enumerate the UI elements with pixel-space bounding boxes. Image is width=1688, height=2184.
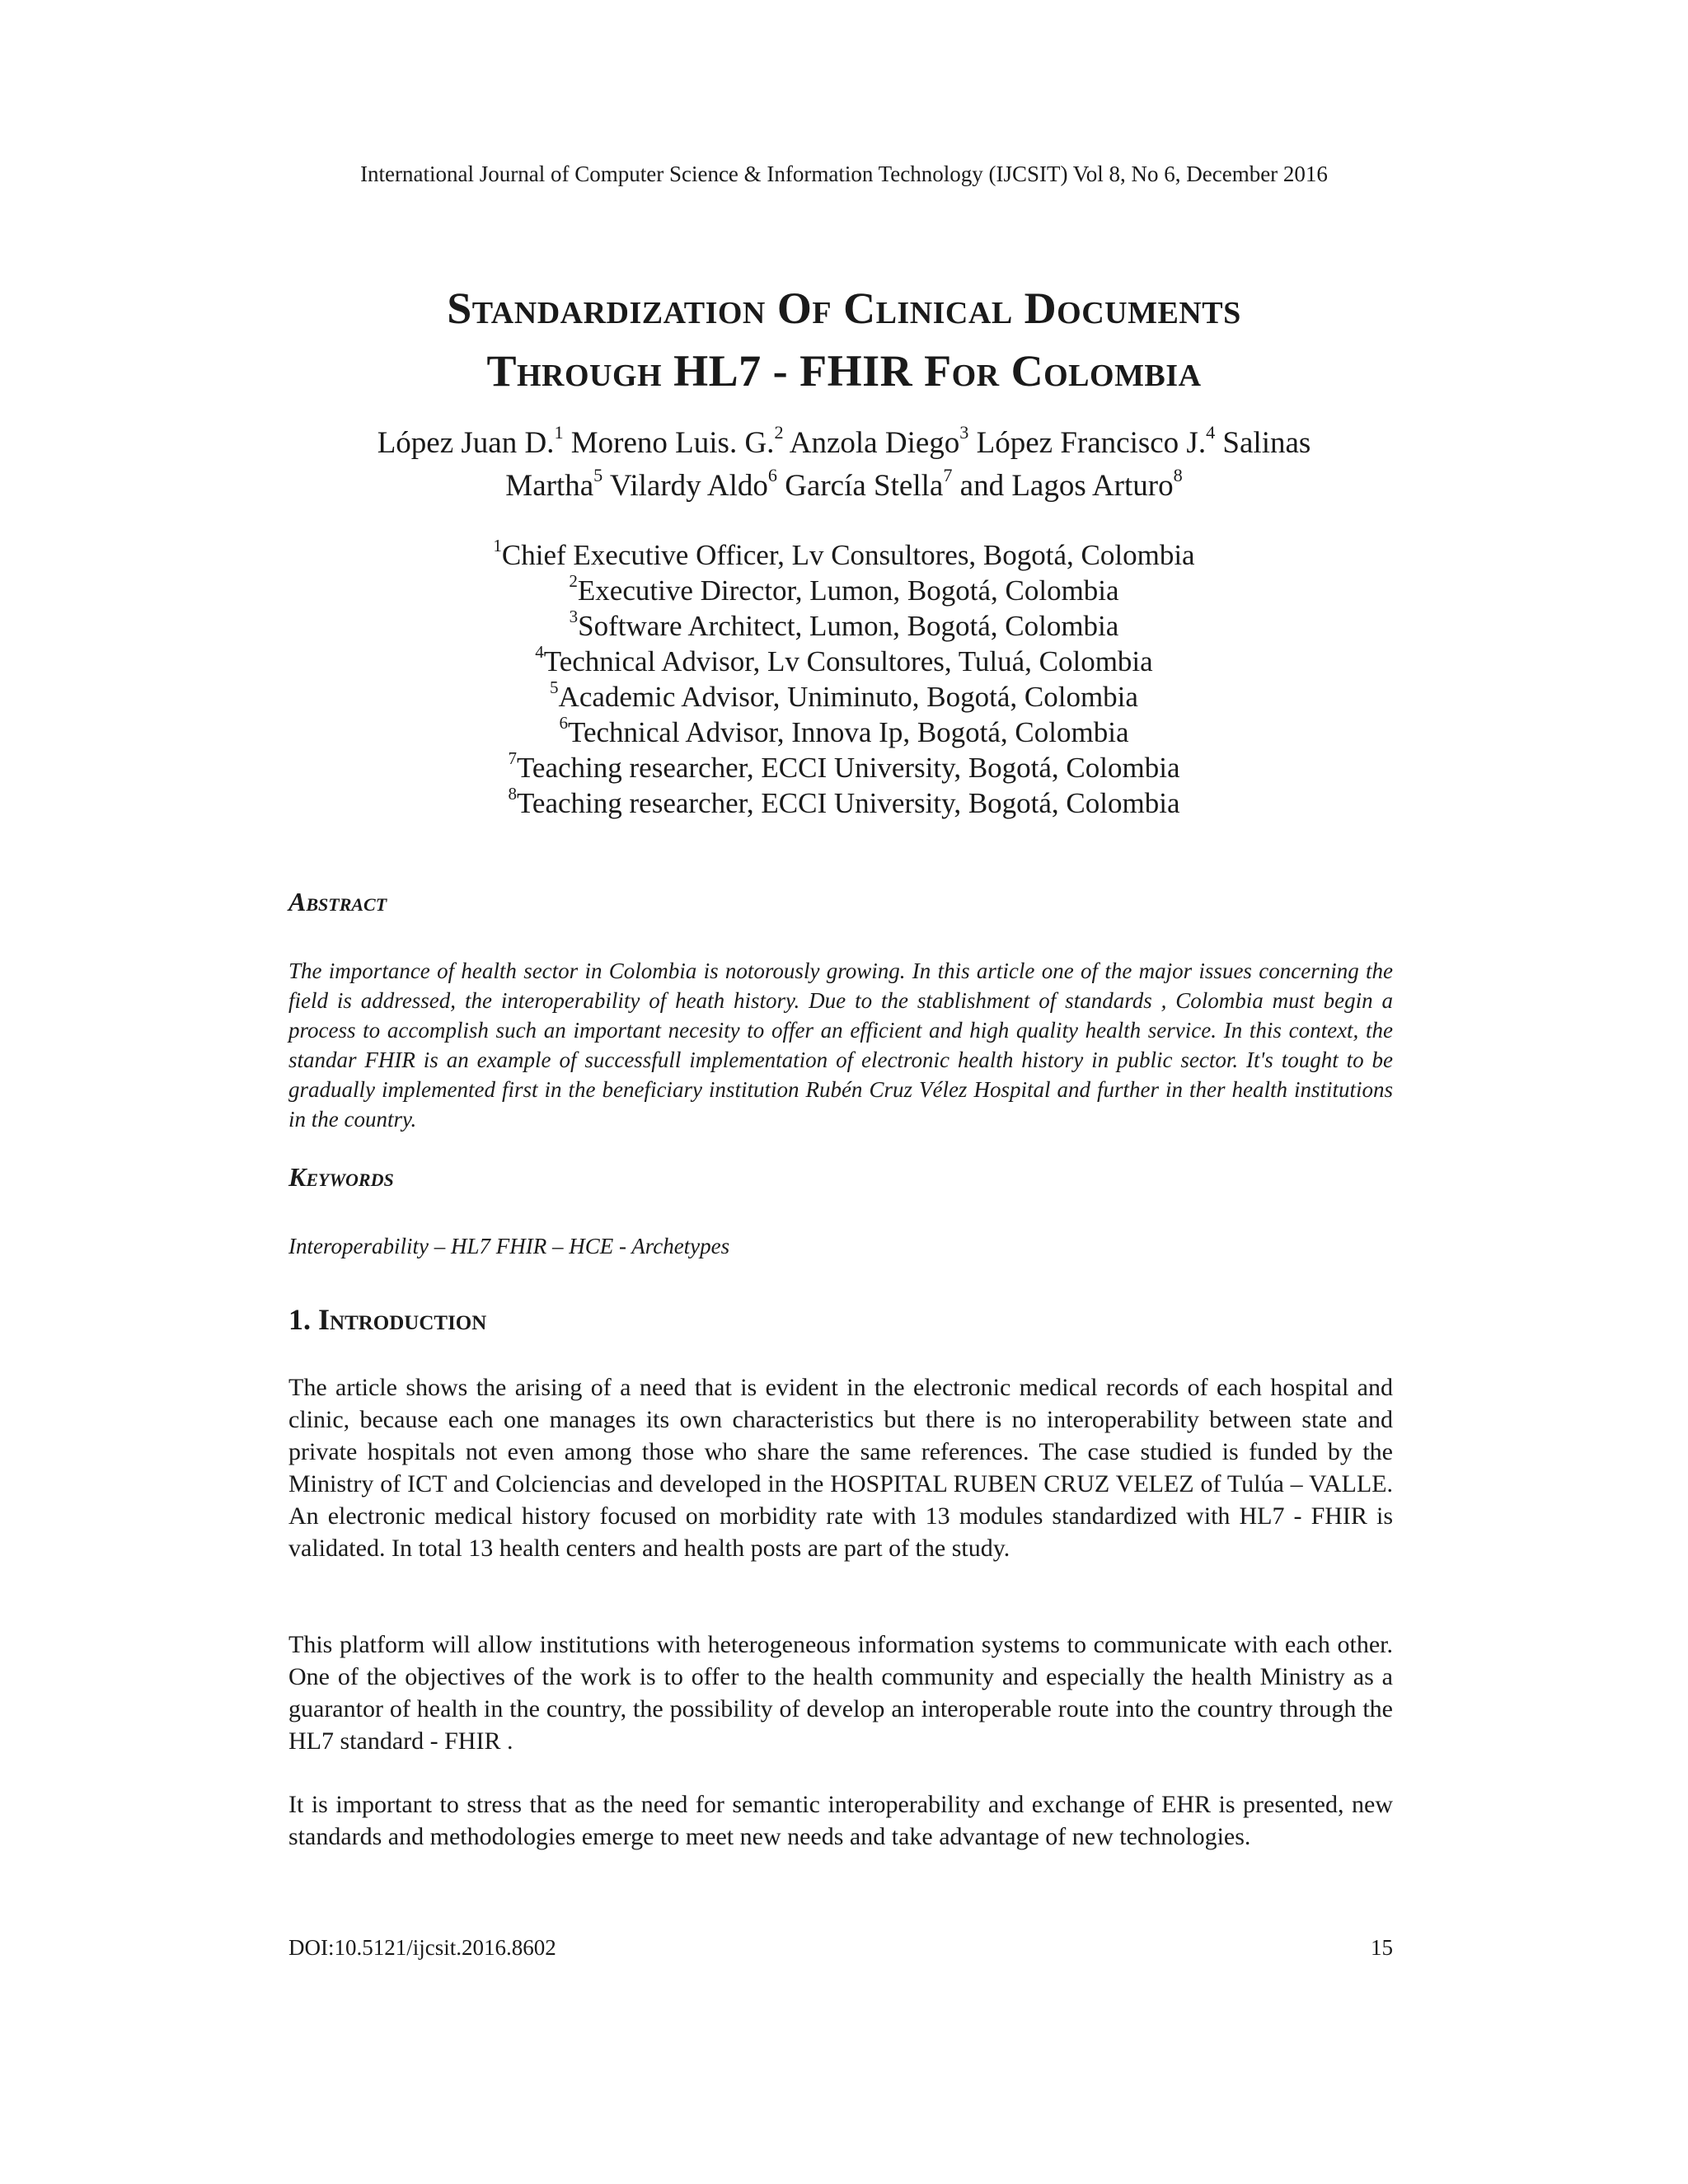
- affiliation-item: [0, 785, 1688, 821]
- intro-paragraph-2: This platform will allow institutions with heterogeneous information systems to communicate with each other. One of the objectives of the work is to offer to the health community and especially the health Ministry as a guarantor of health in the country, the possibility of develop an interoperable route into the country through the HL7 standard - FHIR .: [288, 1631, 1393, 1755]
- author-name: Martha: [505, 469, 594, 503]
- author-name: Anzola Diego: [789, 426, 960, 460]
- author-name: García Stella: [785, 469, 944, 503]
- affiliation-item: [0, 573, 1688, 608]
- intro-paragraph-1: The article shows the arising of a need that is evident in the electronic medical records of each hospital and clinic, because each one manages its own characteristics but there is no interoperability between state and private hospitals not even among those who share the same references. The case studied is funded by the Ministry of ICT and Colciencias and developed in the HOSPITAL RUBEN CRUZ VELEZ of Tulúa – VALLE. An electronic medical history focused on morbidity rate with 13 modules standardized with HL7 - FHIR is validated. In total 13 health centers and health posts are part of the study.: [288, 1374, 1393, 1562]
- running-head: International Journal of Computer Science & Information Technology (IJCSIT) Vol 8, No 6, December 2016: [360, 162, 1328, 186]
- affiliation-list: [0, 537, 1688, 821]
- keywords-heading: Keywords: [288, 1162, 394, 1192]
- affiliation-mark: 8: [508, 784, 517, 804]
- affiliation-text: Academic Advisor, Uniminuto, Bogotá, Colombia: [558, 681, 1138, 713]
- affiliation-text: Technical Advisor, Lv Consultores, Tuluá, Colombia: [543, 645, 1153, 677]
- title-line-1: Standardization Of Clinical Documents: [447, 284, 1241, 333]
- affiliation-mark: 6: [559, 713, 569, 733]
- introduction-heading: 1. Introduction: [288, 1303, 487, 1336]
- author-name: Vilardy Aldo: [609, 469, 768, 503]
- author-mark: 2: [774, 422, 784, 443]
- abstract-heading: Abstract: [288, 887, 387, 916]
- author-mark: 6: [767, 465, 777, 486]
- affiliation-text: Executive Director, Lumon, Bogotá, Colombia: [577, 574, 1119, 607]
- doi-footer: DOI:10.5121/ijcsit.2016.8602: [288, 1935, 556, 1960]
- author-mark: 1: [554, 422, 564, 443]
- affiliation-text: Technical Advisor, Innova Ip, Bogotá, Colombia: [568, 716, 1129, 748]
- author-name: López Francisco J.: [976, 426, 1207, 460]
- author-line-2: [0, 465, 1688, 508]
- author-line-1: [0, 422, 1688, 465]
- intro-paragraph-3: It is important to stress that as the need for semantic interoperability and exchange of EHR is presented, new standards and methodologies emerge to meet new needs and take advantage of new technologies.: [288, 1791, 1393, 1850]
- affiliation-mark: 2: [569, 571, 578, 592]
- title-line-2: Through HL7 - FHIR For Colombia: [486, 346, 1202, 396]
- affiliation-text: Software Architect, Lumon, Bogotá, Colombia: [578, 610, 1119, 642]
- affiliation-item: [0, 608, 1688, 644]
- paper-title: [0, 277, 1688, 402]
- author-list: [0, 422, 1688, 508]
- author-mark: 5: [593, 465, 603, 486]
- author-name: Salinas: [1222, 426, 1311, 460]
- affiliation-text: Teaching researcher, ECCI University, Bogotá, Colombia: [517, 752, 1180, 784]
- affiliation-item: [0, 750, 1688, 785]
- affiliation-mark: 1: [493, 536, 502, 556]
- affiliation-text: Teaching researcher, ECCI University, Bogotá, Colombia: [517, 787, 1180, 819]
- affiliation-mark: 4: [535, 642, 544, 663]
- author-name: and Lagos Arturo: [959, 469, 1174, 503]
- affiliation-item: [0, 715, 1688, 750]
- affiliation-item: [0, 644, 1688, 679]
- affiliation-mark: 3: [569, 607, 579, 627]
- affiliation-text: Chief Executive Officer, Lv Consultores, Bogotá, Colombia: [501, 539, 1195, 571]
- author-name: Moreno Luis. G.: [570, 426, 775, 460]
- abstract-text: The importance of health sector in Colombia is notorously growing. In this article one of the major issues concerning the field is addressed, the interoperability of heath history. Due to the stablishment of standards , Colombia must begin a process to accomplish such an important necesity to offer an efficient and high quality health service. In this context, the standar FHIR is an example of successfull implementation of electronic health history in public sector. It's tought to be gradually implemented first in the beneficiary institution Rubén Cruz Vélez Hospital and further in ther health institutions in the country.: [288, 958, 1393, 1132]
- author-name: López Juan D.: [377, 426, 555, 460]
- affiliation-mark: 5: [550, 677, 559, 698]
- affiliation-mark: 7: [508, 748, 517, 769]
- author-mark: 4: [1206, 422, 1216, 443]
- affiliation-item: [0, 537, 1688, 573]
- affiliation-item: [0, 679, 1688, 715]
- author-mark: 8: [1173, 465, 1183, 486]
- author-mark: 3: [959, 422, 969, 443]
- author-mark: 7: [943, 465, 953, 486]
- page-number: 15: [1371, 1935, 1393, 1960]
- keywords-text: Interoperability – HL7 FHIR – HCE - Archetypes: [288, 1234, 730, 1258]
